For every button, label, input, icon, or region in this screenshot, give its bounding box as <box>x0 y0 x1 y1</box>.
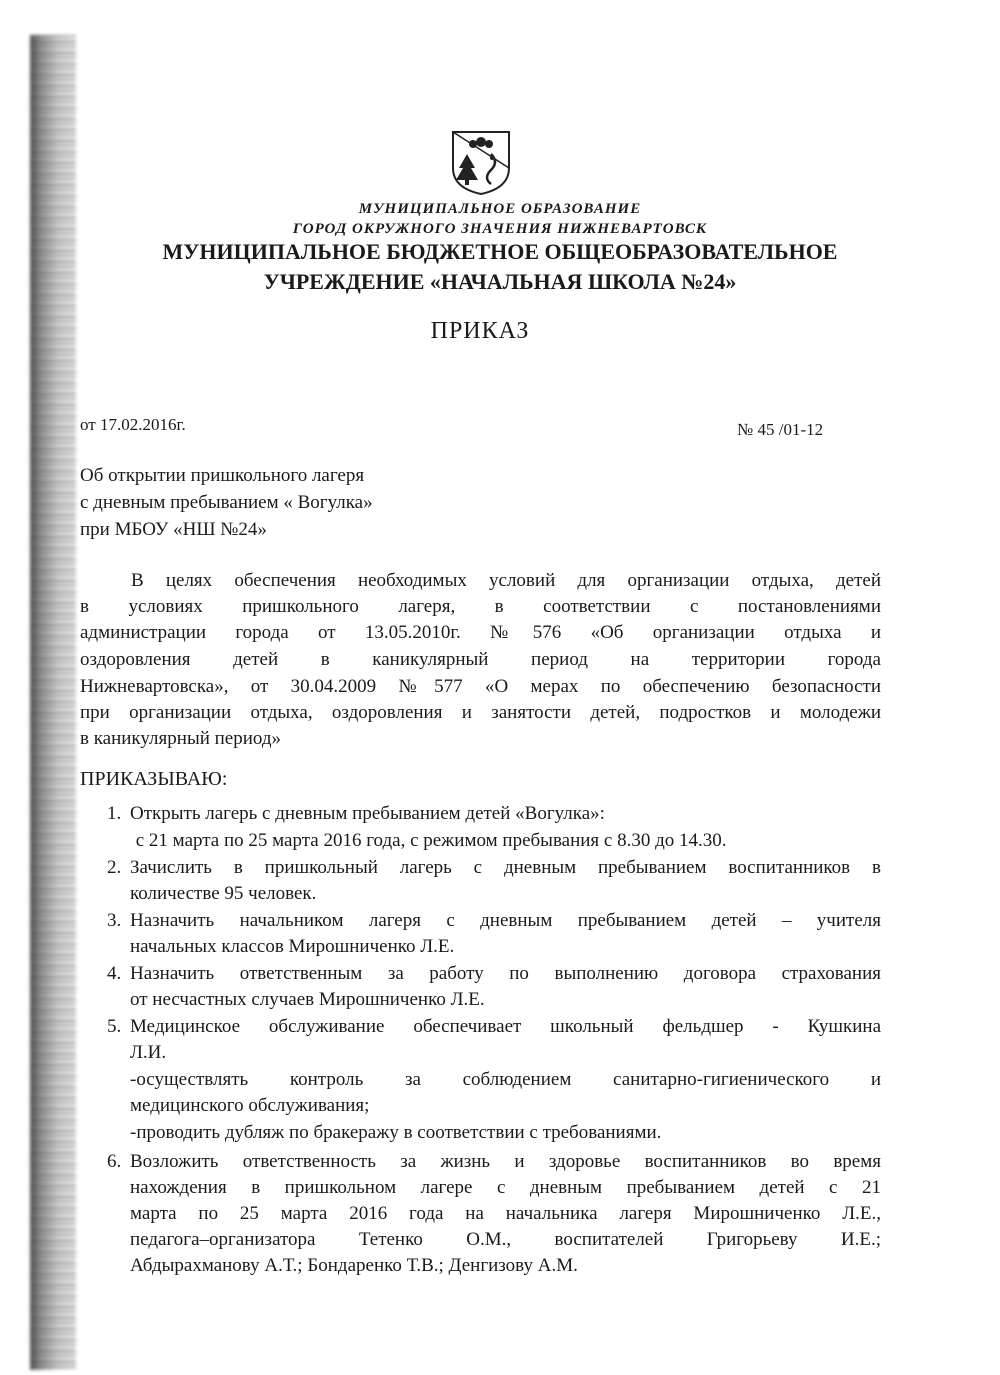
city-coat-of-arms-icon <box>447 128 515 196</box>
item-text: Назначить ответственным за работу по выполнению договора страхования <box>130 963 881 984</box>
institution-name-line2: УЧРЕЖДЕНИЕ «НАЧАЛЬНАЯ ШКОЛА №24» <box>263 269 737 294</box>
preamble-line: при организации отдыха, оздоровления и занятости детей, подростков и молодежи <box>80 702 881 723</box>
item-text: Открыть лагерь с дневным пребыванием детей «Вогулка»: <box>130 803 605 824</box>
item-number: 1. <box>107 803 122 824</box>
preamble-line: Нижневартовска», от 30.04.2009 №577 «О мерах по обеспечению безопасности <box>80 676 881 697</box>
institution-name-line1: МУНИЦИПАЛЬНОЕ БЮДЖЕТНОЕ ОБЩЕОБРАЗОВАТЕЛЬНОЕ <box>162 239 838 264</box>
item-text: Возложить ответственность за жизнь и здоровье воспитанников во время <box>130 1151 881 1172</box>
preamble-line: В целях обеспечения необходимых условий для организации отдыха, детей <box>131 570 881 591</box>
item-text: от несчастных случаев Мирошниченко Л.Е. <box>130 989 485 1010</box>
item-text: нахождения в пришкольном лагере с дневным пребыванием детей с 21 <box>130 1177 881 1198</box>
document-date: от 17.02.2016г. <box>80 415 186 434</box>
item-number: 6. <box>107 1151 122 1172</box>
document-number: № 45 /01-12 <box>737 420 824 439</box>
item-number: 3. <box>107 910 122 931</box>
item-text: с 21 марта по 25 марта 2016 года, с режимом пребывания с 8.30 до 14.30. <box>131 830 727 851</box>
item-number: 5. <box>107 1016 122 1037</box>
item-text: марта по 25 марта 2016 года на начальника лагеря Мирошниченко Л.Е., <box>130 1203 881 1224</box>
item-text: начальных классов Мирошниченко Л.Е. <box>130 936 455 957</box>
item-text: педагога–организатора Тетенко О.М., воспитателей Григорьеву И.Е.; <box>130 1229 881 1250</box>
city-line: ГОРОД ОКРУЖНОГО ЗНАЧЕНИЯ НИЖНЕВАРТОВСК <box>292 221 708 237</box>
subject-line: с дневным пребыванием « Вогулка» <box>80 492 373 513</box>
item-number: 2. <box>107 857 122 878</box>
item-number: 4. <box>107 963 122 984</box>
preamble-line: оздоровления детей в каникулярный период на территории города <box>80 649 881 670</box>
subject-line: при МБОУ «НШ №24» <box>80 519 267 540</box>
preamble-line: администрации города от 13.05.2010г. №576 «Об организации отдыха и <box>80 622 881 643</box>
item-text: -проводить дубляж по бракеражу в соответствии с требованиями. <box>130 1122 662 1143</box>
item-text: -осуществлять контроль за соблюдением санитарно-гигиенического и <box>130 1069 881 1090</box>
item-text: Назначить начальником лагеря с дневным пребыванием детей – учителя <box>130 910 881 931</box>
order-word: ПРИКАЗЫВАЮ: <box>80 768 228 790</box>
document-title: ПРИКАЗ <box>430 318 530 344</box>
subject-line: Об открытии пришкольного лагеря <box>80 465 365 486</box>
item-text: Зачислить в пришкольный лагерь с дневным пребыванием воспитанников в <box>130 857 881 878</box>
item-text: Медицинское обслуживание обеспечивает школьный фельдшер - Кушкина <box>130 1016 881 1037</box>
item-text: Л.И. <box>130 1042 167 1063</box>
item-text: количестве 95 человек. <box>130 883 317 904</box>
municipality-line: МУНИЦИПАЛЬНОЕ ОБРАЗОВАНИЕ <box>358 201 642 217</box>
preamble-line: в условиях пришкольного лагеря, в соответствии с постановлениями <box>80 596 881 617</box>
preamble-line: в каникулярный период» <box>80 728 282 749</box>
item-text: медицинского обслуживания; <box>130 1095 370 1116</box>
item-text: Абдырахманову А.Т.; Бондаренко Т.В.; Денгизову А.М. <box>130 1255 578 1276</box>
